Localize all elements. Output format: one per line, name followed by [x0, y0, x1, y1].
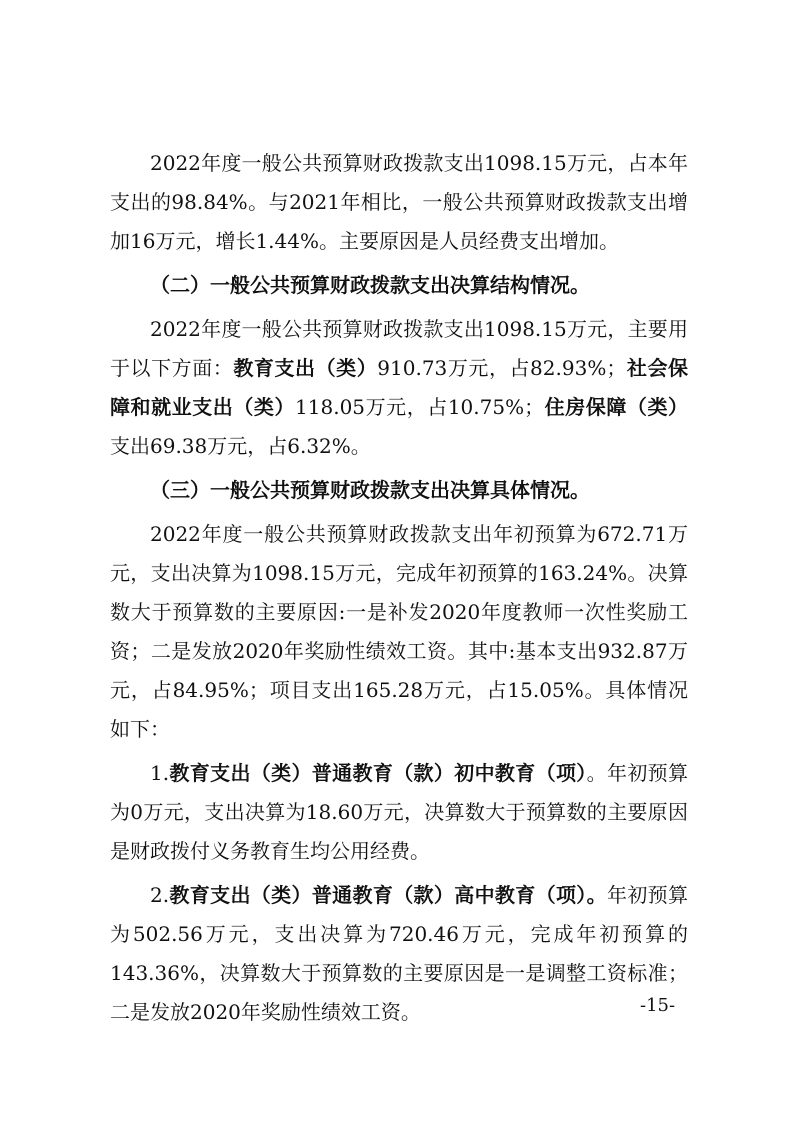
list-item-body: 年初预算为502.56万元，支出决算为720.46万元，完成年初预算的143.36%，决算数大于预算数的主要原因是一是调整工资标准；二是发放2020年奖励性绩效工资。 [110, 883, 689, 1024]
document-body [110, 144, 688, 1032]
category-housing-value: 支出69.38万元，占6.32%。 [110, 434, 371, 458]
category-housing: 住房保障（类） [544, 395, 689, 419]
structure-intro: 2022年度一般公共预算财政拨款支出1098.15万元，主要用于以下方面： [110, 317, 688, 380]
category-education: 教育支出（类） [233, 356, 378, 380]
page-number: -15- [640, 995, 676, 1016]
category-social-security: 社会保障和就业支出（类） [110, 356, 689, 419]
list-item-body: 。年初预算为0万元，支出决算为18.60万元，决算数大于预算数的主要原因是财政拨付义务教育生均公用经费。 [110, 761, 689, 863]
paragraph-expenditure-details: 2022年度一般公共预算财政拨款支出年初预算为672.71万元，支出决算为1098.15万元，完成年初预算的163.24%。决算数大于预算数的主要原因:一是补发2020年度教师一次性奖励工资；二是发放2020年奖励性绩效工资。其中:基本支出932.87万元，占84.95%；项目支出165.28万元，占15.05%。具体情况如下： [110, 522, 688, 741]
paragraph-expenditure-total: 2022年度一般公共预算财政拨款支出1098.15万元，占本年支出的98.84%。与2021年相比，一般公共预算财政拨款支出增加16万元，增长1.44%。主要原因是人员经费支出增加。 [110, 151, 688, 253]
list-item-title: 教育支出（类）普通教育（款）高中教育（项）。 [169, 883, 607, 907]
section-heading-structure: （二）一般公共预算财政拨款支出决算结构情况。 [150, 273, 590, 297]
list-item-number: 1. [150, 761, 170, 785]
category-social-security-value: 118.05万元，占10.75%； [295, 395, 545, 419]
list-item-junior-high [110, 754, 688, 871]
list-item-senior-high [110, 876, 688, 1032]
paragraph-expenditure-structure [110, 310, 688, 466]
list-item-title: 教育支出（类）普通教育（款）初中教育（项） [169, 761, 587, 785]
section-heading-details: （三）一般公共预算财政拨款支出决算具体情况。 [150, 478, 590, 502]
category-education-value: 910.73万元，占82.93%； [377, 356, 627, 380]
list-item-number: 2. [150, 883, 170, 907]
